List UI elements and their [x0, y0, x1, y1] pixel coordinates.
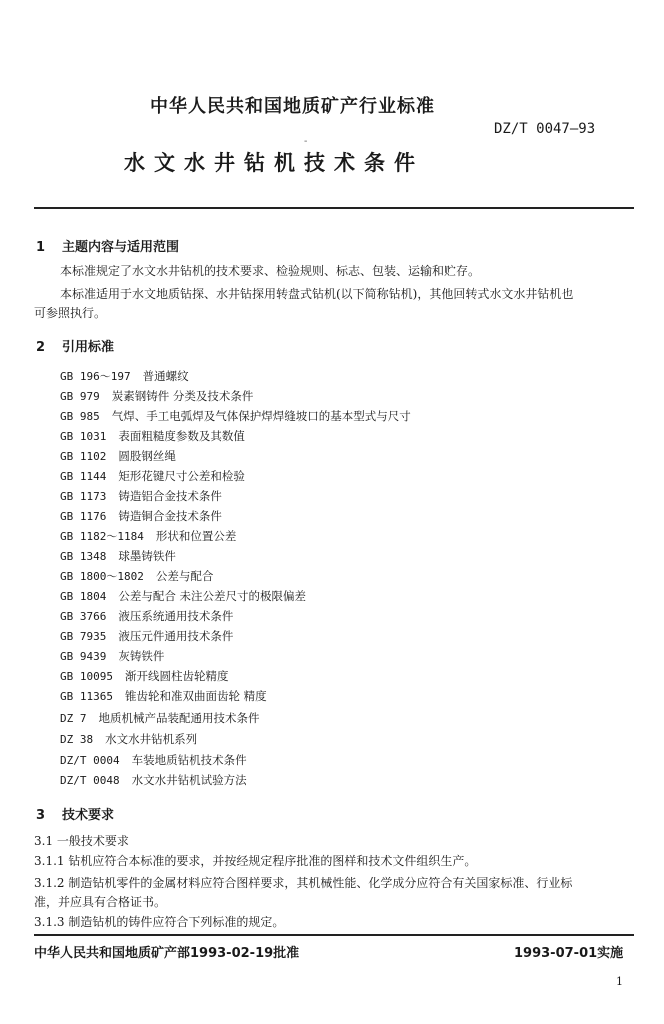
section-number: 3	[36, 808, 46, 823]
paragraph: 本标准规定了水文水井钻机的技术要求、检验规则、标志、包装、运输和贮存。	[60, 264, 481, 278]
footer-rule	[34, 934, 634, 936]
section-number: 2	[36, 340, 46, 355]
reference-item	[60, 488, 222, 504]
reference-name: 灰铸铁件	[118, 649, 165, 663]
reference-item	[60, 508, 222, 524]
approval-line: 中华人民共和国地质矿产部1993-02-19批准	[34, 946, 300, 961]
section-3-heading	[36, 804, 114, 823]
reference-item	[60, 688, 267, 704]
page-number: 1	[616, 975, 623, 988]
reference-name: 炭素钢铸件 分类及技术条件	[111, 389, 254, 403]
document-title: 水文水井钻机技术条件	[124, 151, 424, 175]
reference-item	[60, 772, 247, 788]
section-1-heading	[36, 236, 179, 255]
clause-3-1: 3.1 一般技术要求	[34, 834, 129, 848]
reference-item	[60, 588, 306, 604]
reference-item	[60, 428, 245, 444]
reference-item	[60, 710, 260, 726]
reference-name: 公差与配合	[155, 569, 214, 583]
reference-name: 圆股钢丝绳	[118, 449, 176, 463]
section-2-heading	[36, 336, 114, 355]
reference-name: 水文水井钻机系列	[105, 732, 198, 746]
reference-item	[60, 368, 189, 384]
issuer-title: 中华人民共和国地质矿产行业标准	[150, 96, 435, 117]
reference-name: 球墨铸铁件	[118, 549, 176, 563]
clause-3-1-3: 3.1.3 制造钻机的铸件应符合下列标准的规定。	[34, 915, 285, 929]
reference-item	[60, 468, 245, 484]
reference-name: 公差与配合 未注公差尺寸的极限偏差	[118, 589, 307, 603]
reference-name: 地质机械产品装配通用技术条件	[98, 711, 260, 725]
reference-name: 水文水井钻机试验方法	[131, 773, 247, 787]
reference-item	[60, 628, 233, 644]
section-title: 技术要求	[62, 808, 115, 823]
scan-mark: -	[304, 136, 308, 147]
reference-code: GB 9439	[60, 650, 107, 663]
reference-code: GB 1173	[60, 490, 107, 503]
reference-item	[60, 608, 233, 624]
reference-name: 液压系统通用技术条件	[118, 609, 234, 623]
reference-code: GB 10095	[60, 670, 113, 683]
reference-name: 形状和位置公差	[155, 529, 237, 543]
reference-name: 渐开线圆柱齿轮精度	[124, 669, 229, 683]
reference-code: GB 196～197	[60, 370, 131, 383]
reference-item	[60, 752, 247, 768]
reference-code: GB 1144	[60, 470, 107, 483]
clause-3-1-2: 3.1.2 制造钻机零件的金属材料应符合图样要求，其机械性能、化学成分应符合有关国家标准、行业标	[34, 876, 573, 890]
reference-item	[60, 548, 176, 564]
reference-code: DZ/T 0048	[60, 774, 120, 787]
reference-name: 液压元件通用技术条件	[118, 629, 234, 643]
paragraph: 本标准适用于水文地质钻探、水井钻探用转盘式钻机(以下简称钻机)，其他回转式水文水井钻机也	[60, 287, 574, 301]
reference-name: 铸造铜合金技术条件	[118, 509, 222, 523]
reference-code: DZ 38	[60, 733, 94, 746]
reference-code: GB 1348	[60, 550, 107, 563]
reference-code: GB 1182～1184	[60, 530, 144, 543]
reference-item	[60, 668, 228, 684]
standard-code: DZ/T 0047—93	[494, 121, 596, 137]
reference-name: 铸造铝合金技术条件	[118, 489, 222, 503]
reference-code: GB 1804	[60, 590, 107, 603]
reference-item	[60, 448, 176, 464]
reference-name: 气焊、手工电弧焊及气体保护焊焊缝坡口的基本型式与尺寸	[111, 409, 411, 423]
paragraph-continued: 可参照执行。	[34, 306, 107, 320]
reference-code: DZ/T 0004	[60, 754, 120, 767]
reference-item	[60, 648, 164, 664]
implementation-date: 1993-07-01实施	[514, 946, 624, 961]
reference-name: 矩形花键尺寸公差和检验	[118, 469, 245, 483]
reference-code: GB 1102	[60, 450, 107, 463]
reference-item	[60, 528, 236, 544]
reference-code: GB 3766	[60, 610, 107, 623]
clause-3-1-2-continued: 准，并应具有合格证书。	[34, 895, 167, 909]
reference-code: DZ 7	[60, 712, 87, 725]
reference-name: 车装地质钻机技术条件	[131, 753, 247, 767]
reference-code: GB 1800～1802	[60, 570, 144, 583]
reference-name: 锥齿轮和准双曲面齿轮 精度	[124, 689, 267, 703]
reference-code: GB 1031	[60, 430, 107, 443]
section-title: 主题内容与适用范围	[62, 240, 180, 255]
reference-code: GB 985	[60, 410, 100, 423]
section-number: 1	[36, 240, 46, 255]
reference-code: GB 1176	[60, 510, 107, 523]
reference-name: 表面粗糙度参数及其数值	[118, 429, 245, 443]
reference-item	[60, 731, 197, 747]
reference-code: GB 979	[60, 390, 100, 403]
reference-item	[60, 388, 253, 404]
clause-3-1-1: 3.1.1 钻机应符合本标准的要求，并按经规定程序批准的图样和技术文件组织生产。	[34, 854, 477, 868]
section-title: 引用标准	[62, 340, 115, 355]
reference-item	[60, 408, 411, 424]
reference-name: 普通螺纹	[142, 369, 189, 383]
reference-code: GB 7935	[60, 630, 107, 643]
reference-item	[60, 568, 213, 584]
reference-code: GB 11365	[60, 690, 113, 703]
header-rule	[34, 207, 634, 209]
